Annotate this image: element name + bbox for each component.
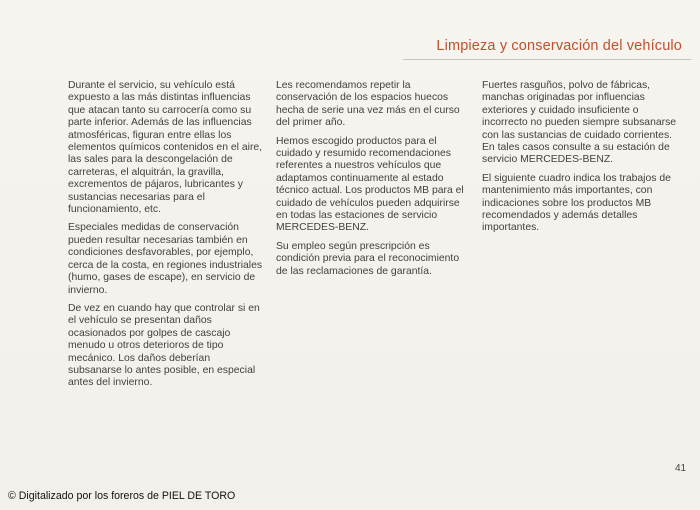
paragraph: Especiales medidas de conservación pueden resultar necesarias también en condiciones desfavorables, por ejemplo, cerca de la costa, en regiones industriales (humo, gases de escape), en servicio de invierno. <box>68 222 263 296</box>
paragraph: El siguiente cuadro indica los trabajos de mantenimiento más importantes, con indicaciones sobre los productos MB recomendados y además detalles importantes. <box>482 172 671 234</box>
paragraph: Su empleo según prescripción es condición previa para el reconocimiento de las reclamaciones de garantía. <box>276 240 460 277</box>
text-column-1 <box>68 80 264 396</box>
digitization-credit: © Digitalizado por los foreros de PIEL DE TORO <box>8 490 236 502</box>
paragraph: Fuertes rasguños, polvo de fábricas, manchas originadas por influencias exteriores y cuidado insuficiente o incorrecto no pueden siempre subsanarse con las sustancias de cuidado corrientes. En tales casos consulte a su estación de servicio MERCEDES-BENZ. <box>482 80 677 166</box>
page-number: 41 <box>675 463 687 474</box>
paragraph: Durante el servicio, su vehículo está expuesto a las más distintas influencias que atacan tanto su carrocería como su parte inferior. Además de las influencias atmosféricas, figuran entre ellas los elementos químicos contenidos en el aire, las sales para la descongelación de carreteras, el alquitrán, la gravilla, excrementos de pájaros, lubricantes y sustancias necesarias para el funcionamiento, etc. <box>68 80 263 216</box>
paragraph: Hemos escogido productos para el cuidado y resumido recomendaciones referentes a nuestros vehículos que adaptamos continuamente al estado técnico actual. Los productos MB para el cuidado de vehículos pueden adquirirse en todas las estaciones de servicio MERCEDES-BENZ. <box>276 135 464 234</box>
text-column-3 <box>482 80 682 241</box>
header-rule <box>403 59 691 60</box>
text-column-2 <box>276 80 472 284</box>
paragraph: Les recomendamos repetir la conservación de los espacios huecos hecha de serie una vez más en el curso del primer año. <box>276 80 460 129</box>
page-header-title: Limpieza y conservación del vehículo <box>436 38 682 54</box>
paragraph: De vez en cuando hay que controlar si en el vehículo se presentan daños ocasionados por golpes de cascajo menudo u otros deterioros de tipo mecánico. Los daños deberían subsanarse lo antes posible, en especial antes del invierno. <box>68 302 260 389</box>
